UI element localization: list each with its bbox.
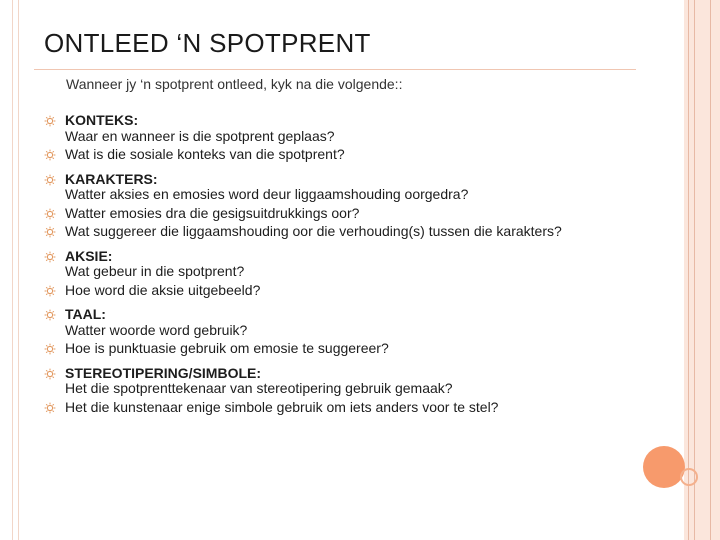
bullet-group: [44, 249, 624, 299]
bullet-heading: STEREOTIPERING/SIMBOLE:: [65, 364, 262, 381]
bullet-text: Het die kunstenaar enige simbole gebruik om iets anders voor te stel?: [65, 398, 499, 415]
bullet-heading: KONTEKS:: [65, 112, 139, 128]
decorative-circle-filled: [643, 446, 685, 488]
bullet-item: [44, 400, 624, 416]
decorative-line: [694, 0, 695, 540]
sunburst-bullet-icon: [44, 208, 56, 220]
sunburst-bullet-icon: [44, 149, 56, 161]
decorative-line: [710, 0, 711, 540]
bullet-item: [44, 341, 624, 357]
bullet-text: Wat is die sosiale konteks van die spotprent?: [65, 146, 345, 162]
left-decorative-lines: [10, 0, 24, 540]
bullet-group: [44, 172, 624, 240]
bullet-text: Hoe word die aksie uitgebeeld?: [65, 281, 261, 298]
bullet-text: Watter aksies en emosies word deur liggaamshouding oorgedra?: [65, 186, 469, 202]
sunburst-bullet-icon: [44, 285, 56, 297]
bullet-text: Wat gebeur in die spotprent?: [65, 263, 245, 279]
sunburst-bullet-icon: [44, 368, 56, 380]
bullet-group: [44, 113, 624, 163]
sunburst-bullet-icon: [44, 402, 56, 414]
bullet-group: [44, 307, 624, 357]
bullet-item: [44, 172, 624, 203]
bullet-item: [44, 283, 624, 299]
sunburst-bullet-icon: [44, 226, 56, 238]
bullet-text: Watter emosies dra die gesigsuitdrukkings oor?: [65, 204, 360, 221]
slide-title: ONTLEED ‘N SPOTPRENT: [44, 28, 371, 58]
bullet-item: [44, 307, 624, 338]
bullet-item: [44, 206, 624, 222]
bullet-heading: AKSIE:: [65, 247, 113, 264]
decorative-circle-outline: [680, 468, 698, 486]
bullet-item: [44, 224, 624, 240]
bullet-heading: TAAL:: [65, 306, 106, 322]
right-decorative-band: [684, 0, 720, 540]
title-divider: [34, 69, 636, 70]
bullet-text: Het die spotprenttekenaar van stereotipering gebruik gemaak?: [65, 380, 453, 396]
bullet-heading: KARAKTERS:: [65, 170, 158, 187]
sunburst-bullet-icon: [44, 309, 56, 321]
bullet-item: [44, 147, 624, 163]
intro-text: Wanneer jy ‘n spotprent ontleed, kyk na die volgende::: [66, 76, 403, 92]
bullet-text: Waar en wanneer is die spotprent geplaas?: [65, 127, 335, 144]
sunburst-bullet-icon: [44, 174, 56, 186]
bullet-item: [44, 113, 624, 144]
sunburst-bullet-icon: [44, 343, 56, 355]
bullet-item: [44, 249, 624, 280]
sunburst-bullet-icon: [44, 115, 56, 127]
decorative-line: [688, 0, 689, 540]
bullet-text: Wat suggereer die liggaamshouding oor die verhouding(s) tussen die karakters?: [65, 223, 562, 239]
bullet-item: [44, 366, 624, 397]
bullet-group: [44, 366, 624, 416]
bullet-text: Watter woorde word gebruik?: [65, 321, 248, 338]
bullet-list: [44, 113, 624, 424]
bullet-text: Hoe is punktuasie gebruik om emosie te suggereer?: [65, 340, 389, 356]
sunburst-bullet-icon: [44, 251, 56, 263]
